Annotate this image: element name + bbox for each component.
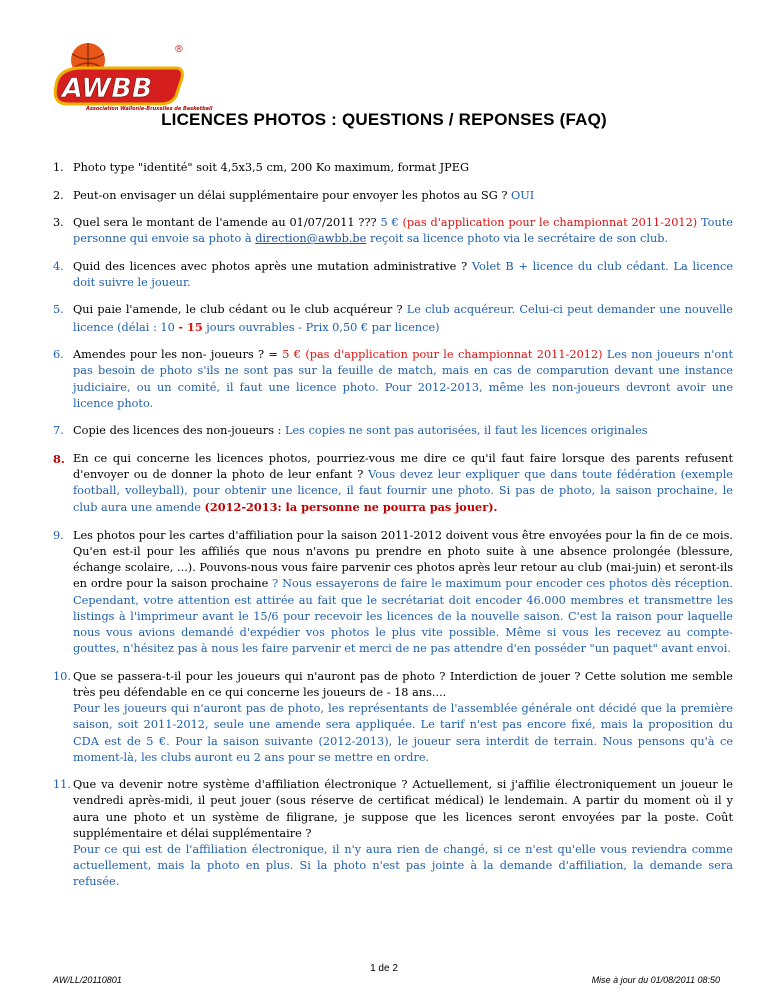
answer: ? Nous essayerons de faire le maximum pour encoder ces photos dès réception. Cependant, votre attention est attirée au fait que le secrétariat doit encoder 46.000 membres et transmettre les listings à l'imprimeur avant le 15/6 pour recevoir les licences de la nouvelle saison. C'est la raison pour laquelle nous vous avions demandé d'expédier vos photos le plus vite possible. Même si vous les recevez au compte-gouttes, n'hésitez pas à nous les faire parvenir et merci de ne pas attendre d'en posséder "un paquet" avant envoi. xyxy=(73,577,733,656)
answer: Toute personne qui envoie sa photo à xyxy=(73,216,733,246)
question: Amendes pour les non- joueurs ? = xyxy=(73,348,283,362)
faq-item-10 xyxy=(53,669,733,766)
faq-item-8 xyxy=(53,451,733,517)
answer: Le club acquéreur. Celui-ci peut demander une nouvelle licence (délai : 10 xyxy=(73,303,733,334)
faq-item-6 xyxy=(53,347,733,412)
item-number: 4. xyxy=(53,259,64,273)
item-number: 2. xyxy=(53,188,64,202)
item-number: 8. xyxy=(53,451,65,466)
item-number: 9. xyxy=(53,528,64,542)
answer-note: (pas d'application pour le championnat 2011-2012) xyxy=(402,216,698,229)
faq-item-4 xyxy=(53,259,733,291)
answer: jours ouvrables - Prix 0,50 € par licence) xyxy=(202,320,440,334)
awbb-logo xyxy=(48,38,213,116)
answer: Les non joueurs n'ont pas besoin de photo s'ils ne sont pas sur la feuille de match, mais en cas de comparution devant une instance judiciaire, ou un comité, il faut une licence photo. Pour 2012-2013, même les non-joueurs devront avoir une licence photo. xyxy=(73,348,734,410)
item-number: 7. xyxy=(53,424,64,438)
question: Que va devenir notre système d'affiliation électronique ? Actuellement, si j'affilie électroniquement un joueur le vendredi après-midi, il peut jouer (sous réserve de certificat médical) le lendemain. A partir du moment où il y aura une photo et un système de filigrane, je suppose que les licences seront envoyées par la poste. Coût supplémentaire et délai supplémentaire ? xyxy=(73,778,733,840)
item-number: 5. xyxy=(53,303,64,317)
svg-text:®: ® xyxy=(174,44,184,55)
answer: Volet B + licence du club cédant. La licence doit suivre le joueur. xyxy=(73,259,734,289)
page-title: LICENCES PHOTOS : QUESTIONS / REPONSES (FAQ) xyxy=(161,110,607,129)
question: Quid des licences avec photos après une mutation administrative ? xyxy=(73,259,472,273)
answer: Les copies ne sont pas autorisées, il faut les licences originales xyxy=(285,424,648,438)
update-timestamp: Mise à jour du 01/08/2011 08:50 xyxy=(591,975,720,985)
item-number: 3. xyxy=(53,216,64,229)
answer: OUI xyxy=(511,188,535,202)
faq-item-7 xyxy=(53,423,733,439)
answer: Vous devez leur expliquer que dans toute fédération (exemple football, volleyball), pour obtenir une licence, il faut fournir une photo. Si pas de photo, la saison prochaine, le club aura une amende xyxy=(73,467,733,515)
faq-item-2 xyxy=(53,188,733,204)
page-number: 1 de 2 xyxy=(370,963,398,974)
faq-item-9 xyxy=(53,528,733,658)
question: Que se passera-t-il pour les joueurs qui n'auront pas de photo ? Interdiction de jouer ? Cette solution me semble très peu défendable en ce qui concerne les joueurs de - 18 ans.... xyxy=(73,669,733,699)
item-number: 11. xyxy=(53,778,71,792)
answer: Pour les joueurs qui n'auront pas de photo, les représentants de l'assemblée générale ont décidé que la première saison, soit 2011-2012, seule une amende sera appliquée. Le tarif n'est pas encore fixé, mais la proposition du CDA est de 5 €. Pour la saison suivante (2012-2013), le joueur sera interdit de terrain. Nous pensons qu'à ce moment-là, les clubs auront eu 2 ans pour se mettre en ordre. xyxy=(73,702,733,764)
question: Quel sera le montant de l'amende au 01/07/2011 ??? xyxy=(73,216,381,229)
question: Photo type "identité" soit 4,5x3,5 cm, 200 Ko maximum, format JPEG xyxy=(73,161,470,174)
question: En ce qui concerne les licences photos, pourriez-vous me dire ce qu'il faut faire lorsque des parents refusent d'envoyer ou de donner la photo de leur enfant ? xyxy=(73,451,733,481)
faq-item-3 xyxy=(53,215,733,247)
question: Peut-on envisager un délai supplémentaire pour envoyer les photos au SG ? xyxy=(73,188,511,202)
answer-note: (pas d'application pour le championnat 2011-2012) xyxy=(305,348,603,362)
faq-list xyxy=(53,160,733,902)
question: Les photos pour les cartes d'affiliation pour la saison 2011-2012 doivent vous être envoyées pour la fin de ce mois. Qu'en est-il pour les affiliés que nous n'avons pu prendre en photo suite à une absence prolongée (blessure, échange scolaire, ...). Pouvons-nous vous faire parvenir ces photos après leur retour au club (mai-juin) et seront-ils en ordre pour la saison prochaine xyxy=(73,528,733,591)
item-number: 6. xyxy=(53,348,64,362)
faq-item-5 xyxy=(53,302,733,335)
item-number: 10. xyxy=(53,669,71,683)
email-link[interactable]: direction@awbb.be xyxy=(255,232,367,246)
answer-amount: 5 € xyxy=(282,348,306,362)
answer: Pour ce qui est de l'affiliation électronique, il n'y aura rien de changé, si ce n'est qu'elle vous reviendra comme actuellement, mais la photo en plus. Si la photo n'est pas jointe à la demande d'affiliation, la demande sera refusée. xyxy=(73,843,733,889)
answer: reçoit sa licence photo via le secrétaire de son club. xyxy=(366,232,669,246)
answer-highlight: - 15 xyxy=(178,319,203,334)
faq-item-1 xyxy=(53,160,733,176)
answer-highlight: (2012-2013: la personne ne pourra pas jouer). xyxy=(204,500,498,515)
question: Qui paie l'amende, le club cédant ou le club acquéreur ? xyxy=(73,303,407,317)
logo-subtitle: Association Wallonie-Bruxelles de Basketball xyxy=(86,106,213,112)
question: Copie des licences des non-joueurs : xyxy=(73,424,285,438)
item-number: 1. xyxy=(53,161,64,174)
svg-text:AWBB: AWBB xyxy=(62,73,153,104)
faq-item-11 xyxy=(53,777,733,890)
document-reference: AW/LL/20110801 xyxy=(53,975,122,985)
answer: 5 € xyxy=(380,216,403,229)
